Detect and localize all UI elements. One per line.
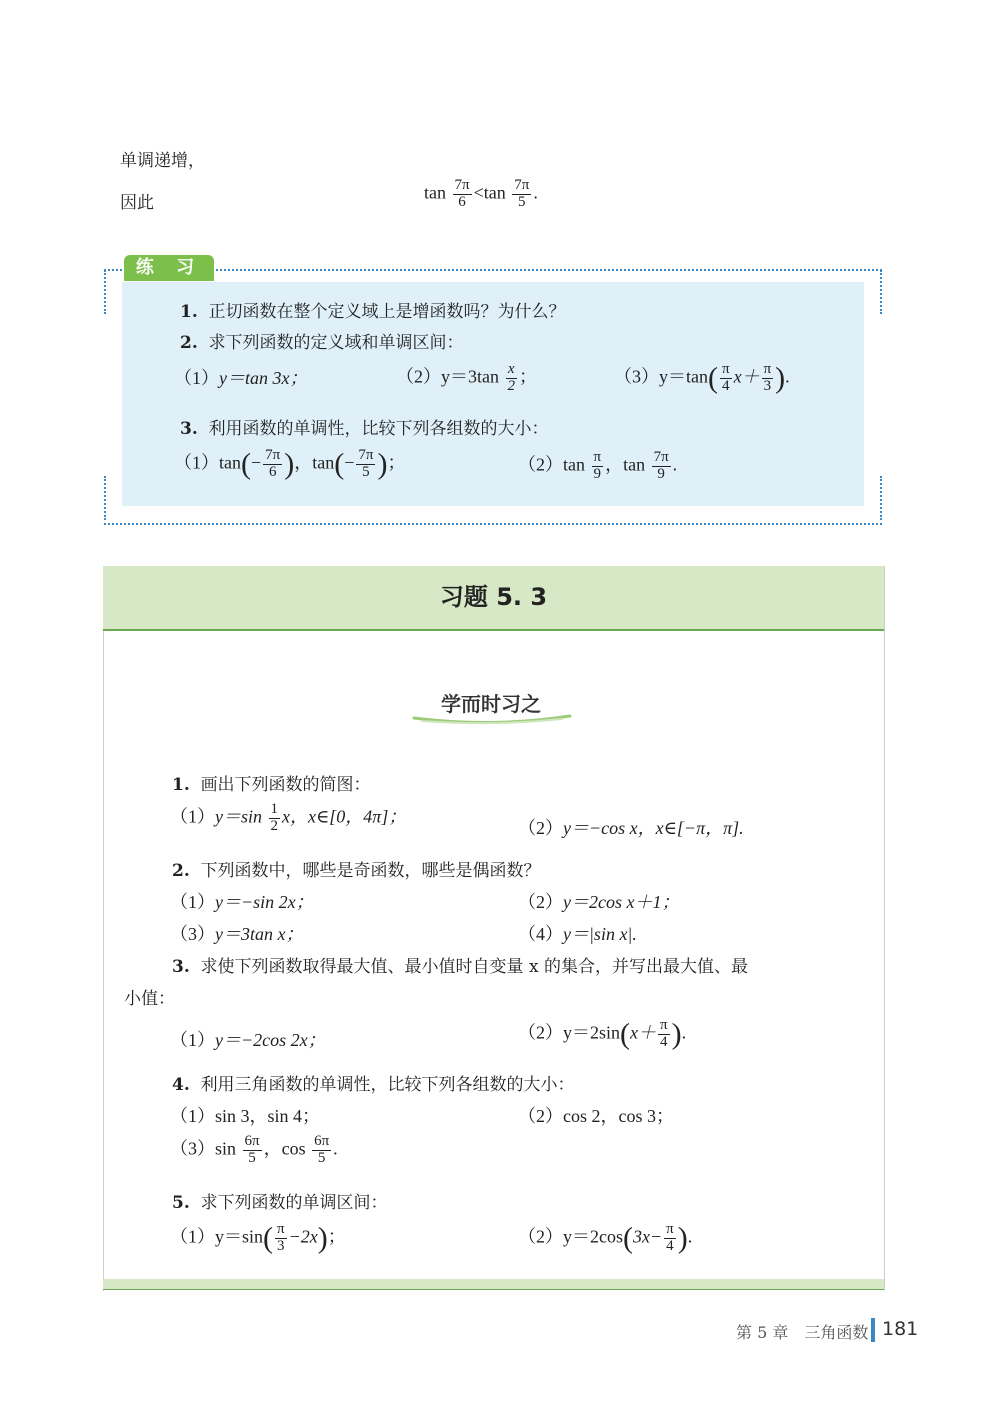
right-paren: ) <box>377 447 388 481</box>
numerator: 7π <box>653 449 669 465</box>
numerator: 1 <box>270 801 278 817</box>
practice-border-corner <box>104 476 106 520</box>
subtitle-swoosh <box>412 712 572 726</box>
expression: y＝2sin <box>563 1022 621 1043</box>
part-label: （2） <box>396 366 441 387</box>
numerator: π <box>660 1017 668 1033</box>
exercise-1 <box>172 770 371 795</box>
practice-q2-part2 <box>396 362 537 395</box>
exercise-2-part4 <box>518 920 637 946</box>
numerator: x <box>506 362 518 379</box>
numerator: 7π <box>454 177 470 193</box>
punct: . <box>672 454 678 475</box>
question-text: 画出下列函数的简图： <box>200 775 371 795</box>
expression: y＝|sin x|. <box>563 924 637 944</box>
fraction <box>664 1222 676 1255</box>
footer-divider <box>871 1318 875 1342</box>
exercise-3-part1 <box>170 1026 326 1052</box>
part-label: （2） <box>518 892 563 912</box>
denominator: 6 <box>458 193 466 210</box>
part-label: （1） <box>170 892 215 912</box>
practice-q1 <box>180 297 566 322</box>
practice-tag: 练 习 <box>124 255 214 281</box>
expression: y＝sin <box>215 806 262 827</box>
part-label: （1） <box>174 452 219 473</box>
exercise-2-part3 <box>170 920 303 946</box>
part-label: （3） <box>170 924 215 944</box>
left-paren: ( <box>334 447 345 481</box>
part-label: （1） <box>170 1106 215 1126</box>
exercise-4-part1 <box>170 1102 320 1128</box>
expression: y＝tan <box>659 366 708 387</box>
expression: y＝2cos <box>563 1226 623 1247</box>
punct: . <box>687 1226 693 1247</box>
denominator: 5 <box>248 1149 256 1166</box>
exercise-3-part2 <box>518 1018 686 1051</box>
punct: ； <box>327 1226 346 1247</box>
numerator: 7π <box>514 177 530 193</box>
question-text: 下列函数中，哪些是奇函数，哪些是偶函数？ <box>200 861 541 881</box>
part-label: （1） <box>174 368 219 388</box>
question-number: 5. <box>172 1193 190 1213</box>
exercise-4-part3 <box>170 1134 338 1167</box>
practice-q3-part2 <box>518 450 677 483</box>
section-subtitle: 学而时习之 <box>441 692 541 716</box>
denominator: 6 <box>268 463 277 480</box>
punct: ， <box>605 454 624 475</box>
practice-q3 <box>180 414 549 439</box>
right-paren: ) <box>677 1221 688 1255</box>
question-number: 3. <box>180 419 198 439</box>
page-number: 181 <box>882 1318 919 1340</box>
question-text: 利用函数的单调性，比较下列各组数的大小： <box>208 419 549 439</box>
sign: − <box>251 452 262 473</box>
denominator: 5 <box>518 193 526 210</box>
fraction <box>243 1134 262 1167</box>
text-line: 因此 <box>120 193 154 213</box>
fraction <box>592 450 604 483</box>
part-label: （4） <box>518 924 563 944</box>
fn: tan <box>424 182 446 203</box>
fraction <box>506 362 518 395</box>
fraction <box>512 178 531 211</box>
denominator: 5 <box>362 463 370 480</box>
right-paren: ) <box>317 1221 328 1255</box>
numerator: π <box>593 449 602 465</box>
expression: y＝−2cos 2x； <box>215 1030 326 1050</box>
expression: y＝3tan x； <box>215 924 304 944</box>
exercise-4-part2 <box>518 1102 674 1128</box>
sign: − <box>344 452 355 473</box>
question-number: 2. <box>172 861 190 881</box>
practice-q2-part3 <box>614 362 790 395</box>
exercise-footer-band <box>103 1279 884 1289</box>
denominator: 4 <box>660 1033 668 1050</box>
expression: cos 2，cos 3； <box>563 1106 674 1126</box>
left-paren: ( <box>708 361 718 395</box>
expression: y＝sin <box>215 1226 264 1247</box>
denominator: 4 <box>666 1237 674 1254</box>
fraction <box>275 1222 287 1255</box>
denominator: 5 <box>317 1149 326 1166</box>
practice-q3-part1 <box>174 448 405 481</box>
inequality <box>424 178 538 211</box>
part-label: （3） <box>614 366 659 387</box>
exercise-5-part2 <box>518 1222 692 1255</box>
part-label: （2） <box>518 1226 563 1247</box>
exercise-footer-line <box>103 1289 884 1290</box>
part-label: （1） <box>170 1030 215 1050</box>
expression: y＝tan 3x； <box>219 368 308 388</box>
exercise-3-cont: 小值： <box>124 989 175 1009</box>
punct: ； <box>387 452 406 473</box>
fraction <box>312 1134 331 1167</box>
practice-q2-part1 <box>174 364 307 390</box>
question-text: 求下列函数的单调区间： <box>200 1193 388 1213</box>
punct: . <box>681 1022 687 1043</box>
less-than: < <box>473 182 484 203</box>
part-label: （2） <box>518 1106 563 1126</box>
expression: y＝3tan <box>441 366 499 387</box>
fraction <box>356 448 375 481</box>
exercise-4 <box>172 1070 575 1095</box>
part-label: （2） <box>518 454 563 475</box>
fn: tan <box>623 454 646 475</box>
chapter-label: 第 5 章 三角函数 <box>736 1323 869 1342</box>
denominator: 9 <box>657 465 665 482</box>
numerator: π <box>722 361 730 377</box>
fraction <box>762 362 774 395</box>
fraction <box>652 450 671 483</box>
left-paren: ( <box>623 1221 633 1255</box>
exercise-2 <box>172 856 541 881</box>
right-paren: ) <box>671 1017 682 1051</box>
expression: x，x∈[0，4π]； <box>282 806 407 827</box>
fn: tan <box>563 454 585 475</box>
expression: y＝−sin 2x； <box>215 892 314 912</box>
numerator: π <box>666 1221 674 1237</box>
expression: ，cos <box>263 1138 306 1159</box>
part-label: （3） <box>170 1138 215 1159</box>
question-text: 求下列函数的定义域和单调区间： <box>208 333 464 353</box>
expression: y＝−cos x，x∈[−π，π]. <box>563 818 744 838</box>
exercise-title: 习题 5. 3 <box>439 583 548 611</box>
denominator: 9 <box>593 465 602 482</box>
question-text: 求使下列函数取得最大值、最小值时自变量 x 的集合，并写出最大值、最 <box>200 957 748 977</box>
right-paren: ) <box>284 447 295 481</box>
expression: −2x <box>288 1226 318 1247</box>
expression: sin <box>215 1138 237 1159</box>
part-label: （1） <box>170 1226 215 1247</box>
exercise-5-part1 <box>170 1222 346 1255</box>
exercise-3 <box>172 952 748 977</box>
question-text: 利用三角函数的单调性，比较下列各组数的大小： <box>200 1075 575 1095</box>
numerator: 6π <box>314 1133 330 1149</box>
fn: tan <box>483 182 506 203</box>
text-line: 单调递增， <box>120 151 205 171</box>
fraction <box>658 1018 670 1051</box>
left-paren: ( <box>241 447 251 481</box>
expression: x＋ <box>733 366 760 387</box>
fn: tan <box>219 452 241 473</box>
question-number: 4. <box>172 1075 190 1095</box>
denominator: 4 <box>722 377 730 394</box>
question-number: 1. <box>180 302 198 322</box>
question-number: 3. <box>172 957 190 977</box>
numerator: 7π <box>265 447 281 463</box>
part-label: （1） <box>170 806 215 827</box>
fn: tan <box>312 452 335 473</box>
practice-border-corner <box>880 270 882 314</box>
practice-border-corner <box>880 476 882 520</box>
denominator: 2 <box>507 377 515 394</box>
numerator: 6π <box>244 1133 260 1149</box>
exercise-2-part2 <box>518 888 679 914</box>
exercise-1-part1 <box>170 802 406 835</box>
denominator: 3 <box>763 377 772 394</box>
fraction <box>269 802 281 835</box>
part-label: （2） <box>518 1022 563 1043</box>
fraction <box>263 448 282 481</box>
expression: x＋ <box>630 1022 657 1043</box>
expression: y＝2cos x＋1； <box>563 892 680 912</box>
punct: ； <box>519 366 537 387</box>
numerator: π <box>763 361 772 377</box>
practice-q2 <box>180 328 464 353</box>
fraction <box>720 362 732 395</box>
punct: . <box>333 1138 338 1159</box>
denominator: 3 <box>277 1237 285 1254</box>
expression: 3x− <box>633 1226 663 1247</box>
punct: ， <box>294 452 313 473</box>
question-number: 2. <box>180 333 198 353</box>
right-paren: ) <box>775 361 786 395</box>
denominator: 2 <box>270 817 278 834</box>
period: . <box>533 182 538 203</box>
numerator: π <box>277 1221 285 1237</box>
exercise-2-part1 <box>170 888 314 914</box>
fraction <box>453 178 472 211</box>
question-number: 1. <box>172 775 190 795</box>
punct: . <box>785 366 790 387</box>
exercise-1-part2 <box>518 814 744 840</box>
question-text: 正切函数在整个定义域上是增函数吗？为什么？ <box>208 302 566 322</box>
numerator: 7π <box>358 447 374 463</box>
left-paren: ( <box>620 1017 631 1051</box>
exercise-5 <box>172 1188 388 1213</box>
left-paren: ( <box>263 1221 274 1255</box>
part-label: （2） <box>518 818 563 838</box>
practice-border-corner <box>104 270 106 314</box>
expression: sin 3，sin 4； <box>215 1106 321 1126</box>
